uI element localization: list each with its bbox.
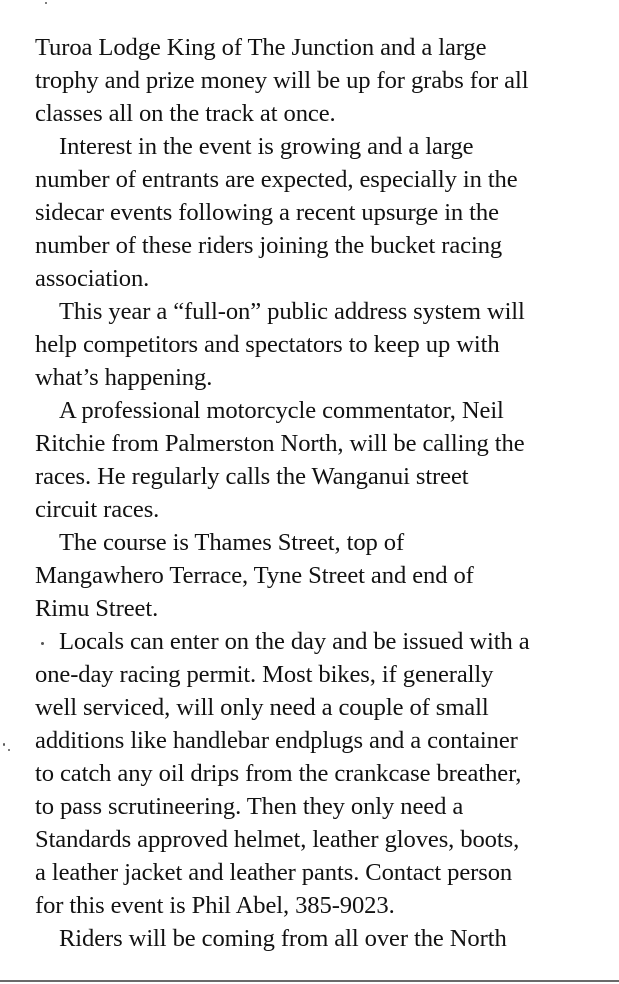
paragraph-first-line: The course is Thames Street, top of: [59, 529, 405, 556]
paragraph-first-line: A professional motorcycle commentator, Neil: [59, 397, 504, 424]
article-line: to catch any oil drips from the crankcase breather,: [35, 760, 522, 787]
article-line: Mangawhero Terrace, Tyne Street and end of: [35, 562, 474, 589]
paragraph-first-line: This year a “full-on” public address system will: [59, 298, 525, 325]
article-line: Rimu Street.: [35, 595, 159, 622]
article-line: to pass scrutineering. Then they only need a: [35, 793, 464, 820]
article-line: well serviced, will only need a couple of small: [35, 694, 489, 721]
article-line: help competitors and spectators to keep up with: [35, 331, 500, 358]
paragraph-first-line: Riders will be coming from all over the North: [59, 925, 507, 952]
article-line: Standards approved helmet, leather gloves, boots,: [35, 826, 520, 853]
scan-speck: [3, 743, 5, 746]
paragraph-first-line: Locals can enter on the day and be issued with a: [59, 628, 530, 655]
article-line: circuit races.: [35, 496, 160, 523]
article-line: additions like handlebar endplugs and a container: [35, 727, 518, 754]
article-line: for this event is Phil Abel, 385-9023.: [35, 892, 395, 919]
scan-speck: [45, 2, 47, 4]
article-line: races. He regularly calls the Wanganui street: [35, 463, 469, 490]
paragraph-first-line: Interest in the event is growing and a large: [59, 133, 474, 160]
article-line: one-day racing permit. Most bikes, if generally: [35, 661, 494, 688]
scan-speck: [8, 749, 10, 751]
article-line: a leather jacket and leather pants. Contact person: [35, 859, 513, 886]
article-line: Turoa Lodge King of The Junction and a large: [35, 34, 487, 61]
article-line: classes all on the track at once.: [35, 100, 336, 127]
article-line: sidecar events following a recent upsurge in the: [35, 199, 499, 226]
article-line: what’s happening.: [35, 364, 213, 391]
bottom-rule: [0, 980, 619, 982]
article-line: association.: [35, 265, 150, 292]
article-line: number of these riders joining the bucket racing: [35, 232, 503, 259]
article-line: Ritchie from Palmerston North, will be calling the: [35, 430, 525, 457]
scan-speck: [41, 642, 44, 645]
article-line: trophy and prize money will be up for grabs for all: [35, 67, 529, 94]
article-line: number of entrants are expected, especially in the: [35, 166, 518, 193]
